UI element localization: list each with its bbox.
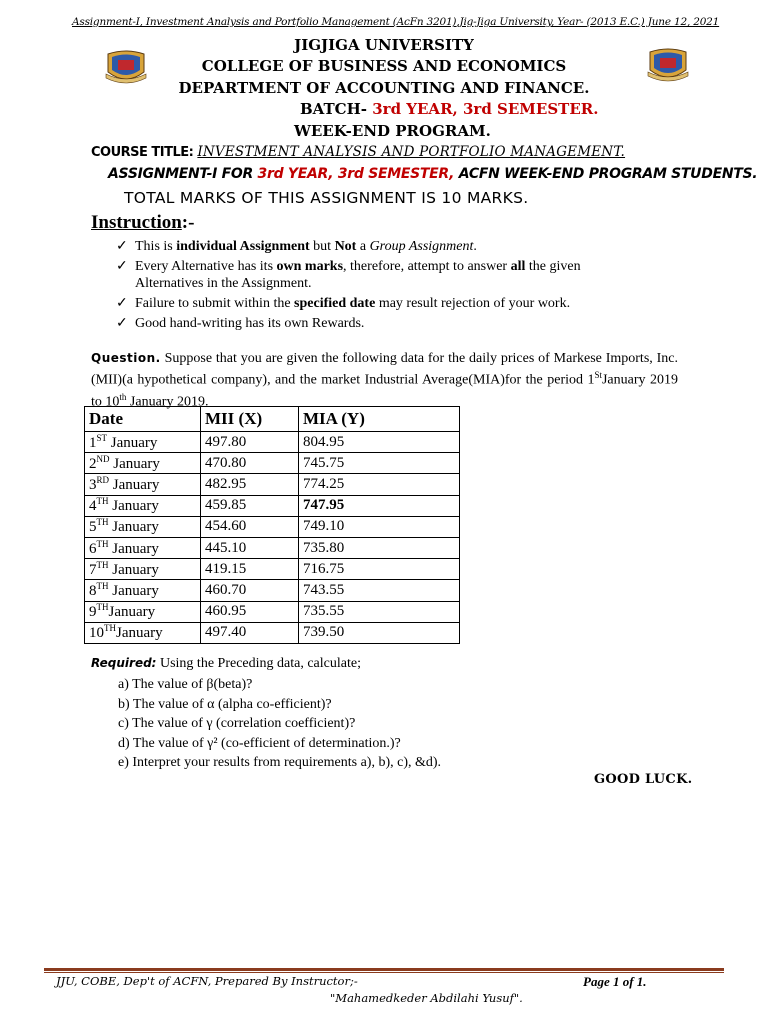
table-header-row [85,407,460,432]
mia-cell: 774.25 [299,474,460,495]
date-cell: 6TH January [85,537,201,558]
table-row [85,580,460,601]
course-title-line [91,143,625,161]
mii-cell: 482.95 [201,474,299,495]
total-marks: TOTAL MARKS OF THIS ASSIGNMENT IS 10 MARKS. [124,189,529,207]
university-name: JIGJIGA UNIVERSITY [294,36,474,54]
checkmark-icon: ✓ [116,239,128,254]
course-title-label: COURSE TITLE: [91,145,194,160]
instruction-text: the given Alternatives in the Assignment. [135,259,581,291]
instruction-heading-text: Instruction [91,212,182,233]
assignment-prefix: ASSIGNMENT-I FOR [108,166,253,182]
date-cell: 5TH January [85,516,201,537]
assignment-suffix: ACFN WEEK-END PROGRAM STUDENTS. [458,166,758,182]
instruction-emphasis: specified date [294,296,376,311]
question-superscript: St [594,370,602,380]
instruction-text: Failure to submit within the [135,296,295,311]
date-cell: 7TH January [85,559,201,580]
instruction-text: . [473,239,477,254]
instruction-emphasis: all [510,259,526,274]
instruction-text: a [356,239,370,254]
mii-cell: 497.80 [201,432,299,453]
header-mia: MIA (Y) [299,407,460,432]
table-row [85,559,460,580]
required-item: c) The value of γ (correlation coefficient)? [118,716,356,731]
date-cell: 9THJanuary [85,601,201,622]
instruction-item [116,258,636,292]
instruction-item [116,315,636,332]
course-title-value: INVESTMENT ANALYSIS AND PORTFOLIO MANAGEMENT. [197,144,626,160]
mii-cell: 419.15 [201,559,299,580]
instruction-text: but [309,239,335,254]
batch-label: BATCH- [300,100,367,118]
question-text: January 2019. [126,394,209,410]
table-row [85,453,460,474]
instruction-item [116,295,636,312]
mia-cell: 735.55 [299,601,460,622]
table-row [85,474,460,495]
question-superscript: th [119,391,127,402]
instruction-emphasis: individual Assignment [176,239,310,254]
mii-cell: 454.60 [201,516,299,537]
date-cell: 1ST January [85,432,201,453]
table-row [85,495,460,516]
question-label: Question. [91,351,161,365]
question-paragraph [91,350,678,410]
mia-cell: 804.95 [299,432,460,453]
college-name: COLLEGE OF BUSINESS AND ECONOMICS [201,57,567,75]
date-cell: 3RD January [85,474,201,495]
footer-divider [44,968,724,973]
mia-cell: 735.80 [299,537,460,558]
instruction-text: Every Alternative has its [135,259,277,274]
department-name: DEPARTMENT OF ACCOUNTING AND FINANCE. [178,79,590,97]
program-name: WEEK-END PROGRAM. [294,122,491,140]
assignment-line [108,166,757,182]
mia-cell: 747.95 [299,495,460,516]
checkmark-icon: ✓ [116,259,128,274]
instruction-item [116,238,636,255]
mii-cell: 445.10 [201,537,299,558]
price-data-table [84,406,460,644]
table-row [85,537,460,558]
required-item: e) Interpret your results from requirements a), b), c), &d). [118,755,442,770]
instruction-text: This is [135,239,177,254]
table-row [85,516,460,537]
closing-text: GOOD LUCK. [594,772,693,787]
header-date: Date [85,407,201,432]
checkmark-icon: ✓ [116,316,128,331]
table-row [85,432,460,453]
assignment-year-semester: 3rd YEAR, 3rd SEMESTER, [257,166,455,182]
required-intro: Using the Preceding data, calculate; [156,656,361,671]
date-cell: 8TH January [85,580,201,601]
question-text: Suppose that you are given the following data for the daily prices of Markese Imports, Inc.(MII)(a hypothetical company), and the market Industrial Average(MIA)for the period 1 [91,351,678,388]
question-text: January 2019 to 10 [91,372,678,410]
required-item: d) The value of γ² (co-efficient of determination.)? [118,735,401,751]
running-header: Assignment-I, Investment Analysis and Portfolio Management (AcFn 3201),Jig-Jiga University, Year- (2013 E.C.) June 12, 2021 [72,16,720,28]
mii-cell: 470.80 [201,453,299,474]
date-cell: 4TH January [85,495,201,516]
mia-cell: 749.10 [299,516,460,537]
mii-cell: 459.85 [201,495,299,516]
table-row [85,622,460,643]
mia-cell: 716.75 [299,559,460,580]
instruction-text: Good hand-writing has its own Rewards. [135,316,365,331]
instruction-italic: Group Assignment [369,239,474,254]
required-line [91,656,361,672]
instruction-emphasis: own marks [276,259,344,274]
date-cell: 10THJanuary [85,622,201,643]
required-item: a) The value of β(beta)? [118,677,253,692]
instruction-text: may result rejection of your work. [375,296,571,311]
instruction-list [116,238,636,335]
checkmark-icon: ✓ [116,296,128,311]
mii-cell: 460.70 [201,580,299,601]
date-cell: 2ND January [85,453,201,474]
required-item: b) The value of α (alpha co-efficient)? [118,696,332,712]
mia-cell: 745.75 [299,453,460,474]
mia-cell: 739.50 [299,622,460,643]
header-mii: MII (X) [201,407,299,432]
table-row [85,601,460,622]
batch-value: 3rd YEAR, 3rd SEMESTER. [372,100,599,118]
batch-line [300,100,598,118]
footer-left-text: JJU, COBE, Dep't of ACFN, Prepared By Instructor;- [56,974,358,988]
mia-cell: 743.55 [299,580,460,601]
required-label: Required: [91,656,157,670]
instruction-heading-suffix: :- [181,212,195,233]
instruction-emphasis: Not [334,239,357,254]
required-list [118,675,441,773]
mii-cell: 497.40 [201,622,299,643]
instruction-text: , therefore, attempt to answer [343,259,511,274]
page-number: Page 1 of 1. [583,974,647,989]
mii-cell: 460.95 [201,601,299,622]
instruction-heading [91,212,194,234]
footer-instructor-name: "Mahamedkeder Abdilahi Yusuf". [330,991,523,1005]
